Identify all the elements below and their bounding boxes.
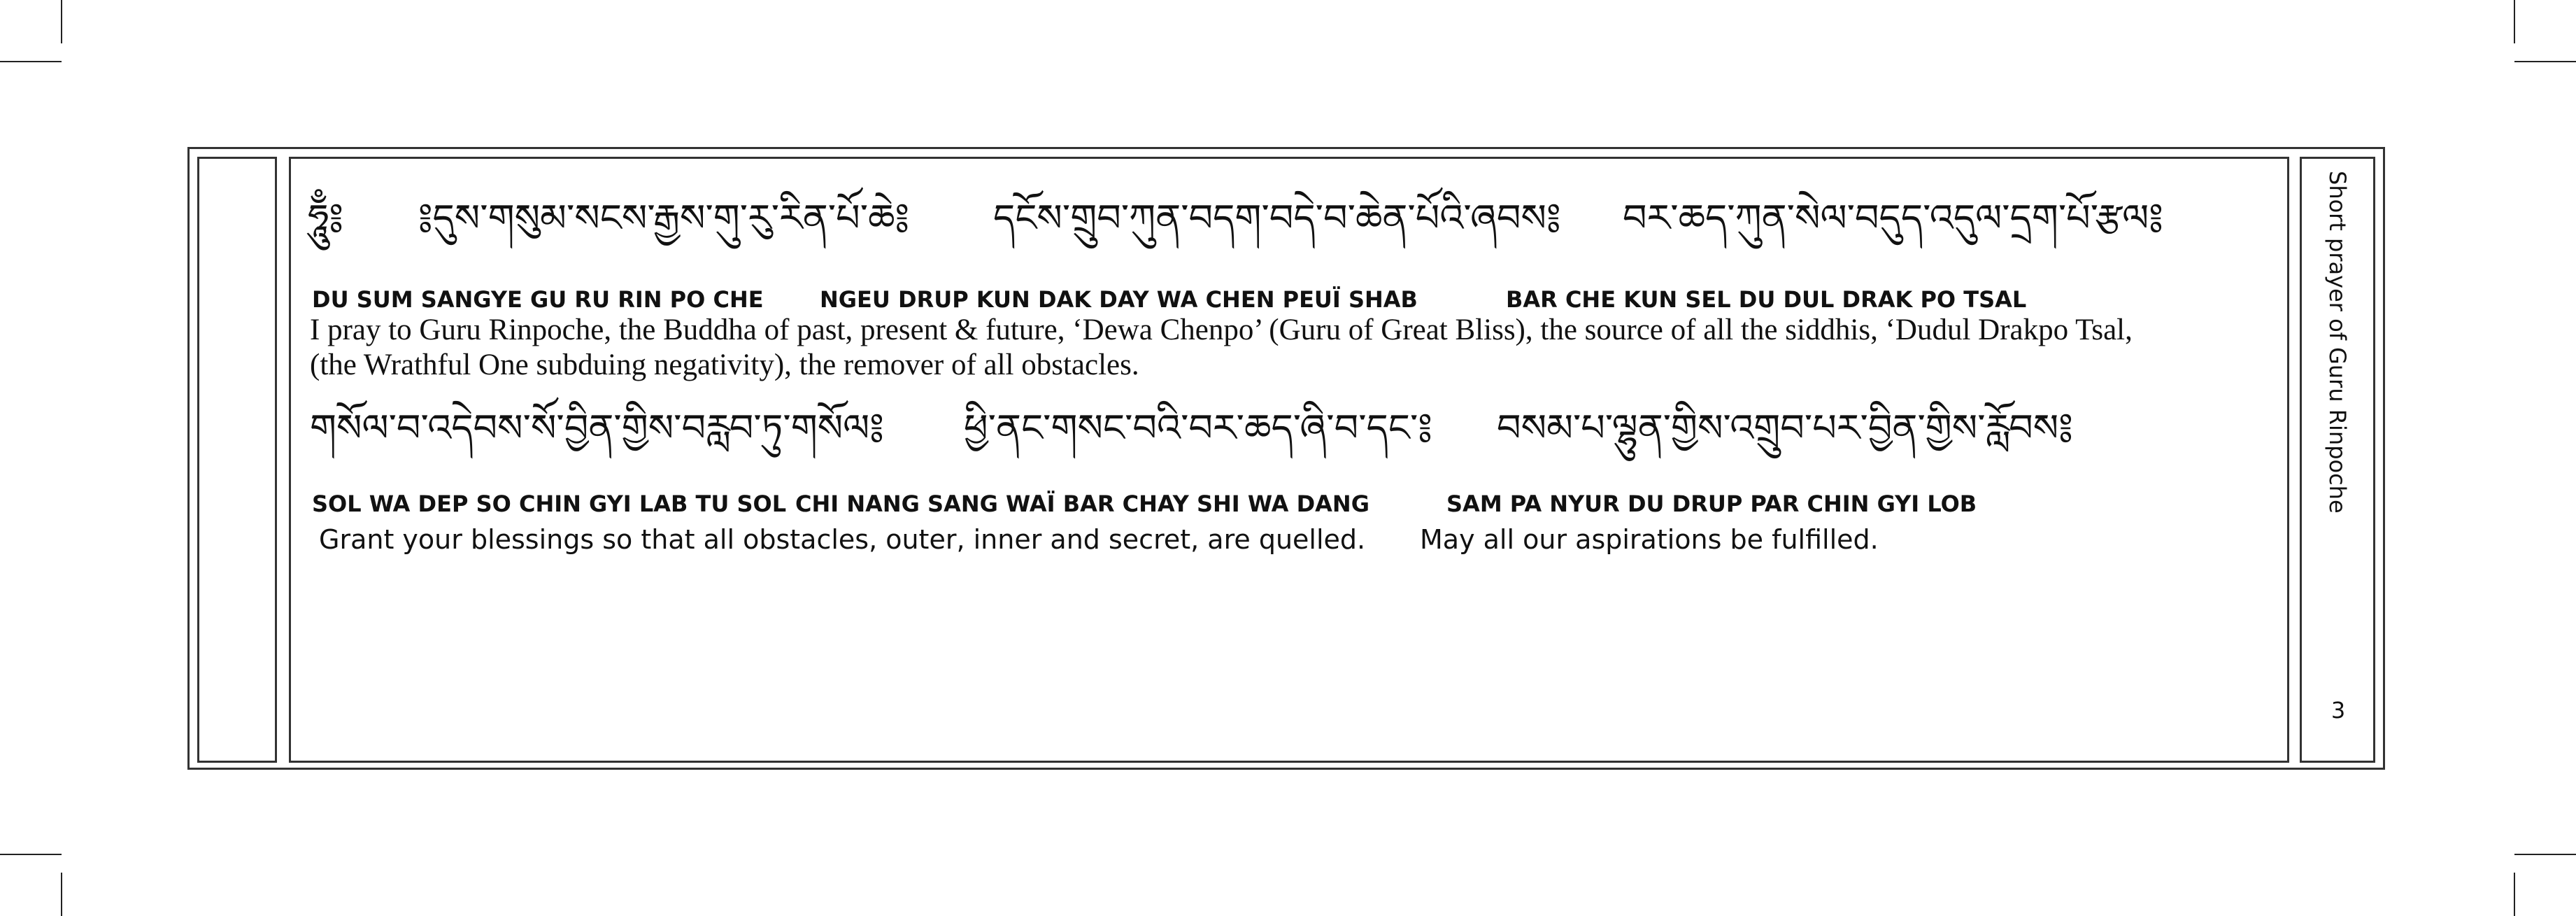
verse2-translation-part1: Grant your blessings so that all obstacles, outer, inner and secret, are quelled. xyxy=(319,524,1366,555)
verse2-phonetic-seg1: SOL WA DEP SO CHIN GYI LAB TU SOL xyxy=(312,491,787,517)
crop-mark xyxy=(0,61,62,62)
page-number: 3 xyxy=(2331,697,2346,724)
crop-mark xyxy=(61,873,62,916)
verse1-translation-line2: (the Wrathful One subduing negativity), the remover of all obstacles. xyxy=(310,348,1139,381)
verse2-phonetic-seg2: CHI NANG SANG WAÏ BAR CHAY SHI WA DANG xyxy=(795,491,1369,517)
crop-mark xyxy=(2514,0,2515,43)
crop-mark xyxy=(0,854,62,855)
verse2-phonetic-seg3: SAM PA NYUR DU DRUP PAR CHIN GYI LOB xyxy=(1446,491,1977,517)
prayer-panel xyxy=(289,157,2289,763)
left-margin-panel xyxy=(197,157,277,763)
verse1-phonetic-seg3: BAR CHE KUN SEL DU DUL DRAK PO TSAL xyxy=(1506,286,2027,313)
verse2-tibetan-seg3: བསམ་པ་ལྷུན་གྱིས་འགྲུབ་པར་བྱིན་གྱིས་རློབས༔ xyxy=(1497,406,2073,450)
crop-mark xyxy=(2514,854,2576,855)
document-title: Short prayer of Guru Rinpoche xyxy=(2324,171,2351,514)
verse1-translation-line1: I pray to Guru Rinpoche, the Buddha of past, present & future, ‘Dewa Chenpo’ (Guru of Great Bliss), the source of all the siddhis, ‘Dudul Drakpo Tsal, xyxy=(310,313,2133,346)
verse2-translation-part2: May all our aspirations be fulfilled. xyxy=(1420,524,1879,555)
crop-mark xyxy=(2514,61,2576,62)
verse1-phonetic-seg1: DU SUM SANGYE GU RU RIN PO CHE xyxy=(312,286,764,313)
verse1-phonetic-seg2: NGEU DRUP KUN DAK DAY WA CHEN PEUÏ SHAB xyxy=(820,286,1418,313)
crop-mark xyxy=(61,0,62,43)
verse2-tibetan-seg1: གསོལ་བ་འདེབས་སོ་བྱིན་གྱིས་བརླབ་ཏུ་གསོལ༔ xyxy=(310,406,884,450)
crop-mark xyxy=(2514,873,2515,916)
verse1-tibetan-seg3: དངོས་གྲུབ་ཀུན་བདག་བདེ་བ་ཆེན་པོའི་ཞབས༔ xyxy=(993,196,1561,240)
verse2-tibetan-seg2: ཕྱི་ནང་གསང་བའི་བར་ཆད་ཞི་བ་དང་༔ xyxy=(964,406,1432,450)
verse1-tibetan-seg2: ༔དུས་གསུམ་སངས་རྒྱས་གུ་རུ་རིན་པོ་ཆེ༔ xyxy=(418,196,910,240)
verse1-tibetan-seg4: བར་ཆད་ཀུན་སེལ་བདུད་འདུལ་དྲག་པོ་རྩལ༔ xyxy=(1623,196,2163,240)
verse1-translation xyxy=(310,313,2282,383)
verse1-tibetan-seg1: ཧཱུྃ༔ xyxy=(308,196,343,240)
